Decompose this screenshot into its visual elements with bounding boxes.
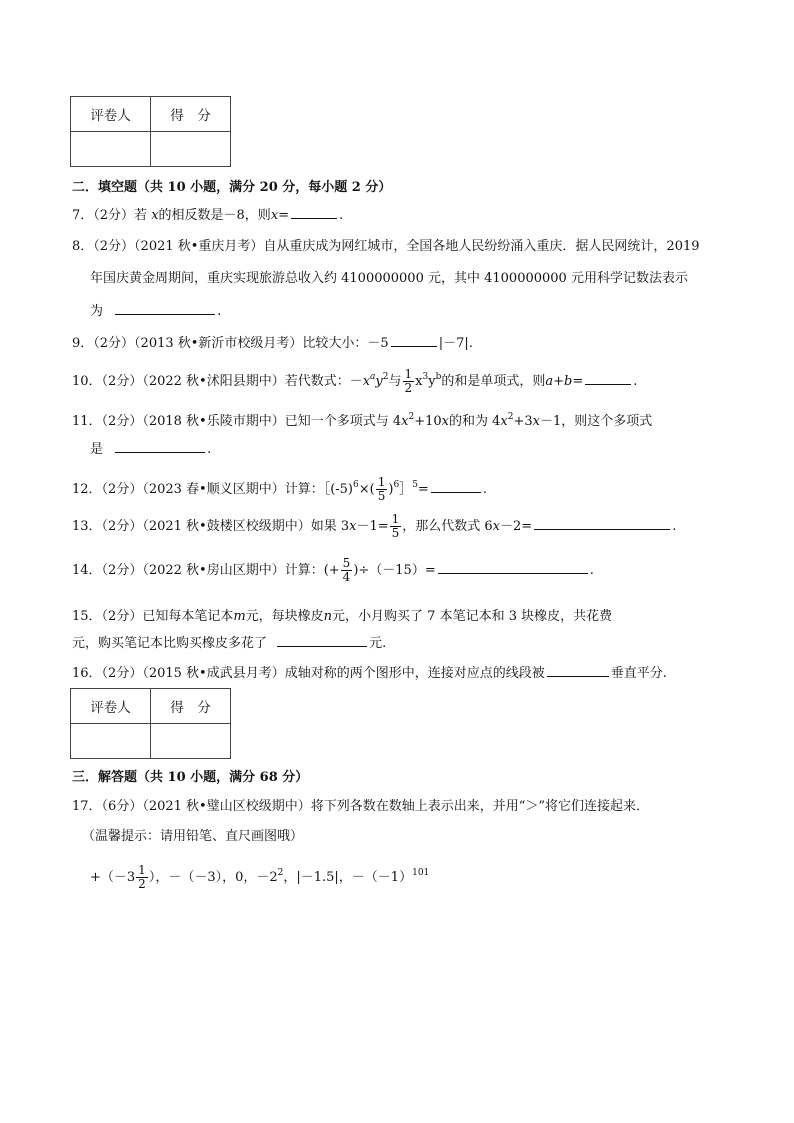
q12-eq: = — [417, 482, 429, 497]
q14-mid: )÷（－15）= — [353, 563, 436, 578]
reviewer-header: 评卷人 — [71, 97, 151, 132]
q17-expr-mid: ），－（－3），0，－2 — [148, 870, 278, 885]
q9-text: 9．（2分）（2013 秋•新沂市校级月考）比较大小：－5 — [72, 336, 389, 351]
q13-mid: －1= — [356, 519, 389, 534]
q15-prefix: 15．（2分）已知每本笔记本 — [72, 609, 234, 624]
q12-close: ) — [388, 482, 394, 497]
q17-expr-prefix: +（－3 — [90, 870, 136, 885]
q17-frac-den: 2 — [138, 877, 146, 891]
score-header: 得 分 — [151, 97, 231, 132]
question-15-line2 — [72, 632, 386, 655]
q15-end: 元. — [369, 636, 387, 651]
q9-end: |－7|. — [438, 336, 473, 351]
q13-x2: x — [492, 519, 501, 534]
q12-prefix: 12．（2分）（2023 春•顺义区期中）计算：［(-5) — [72, 482, 354, 497]
q11-x1: x — [401, 414, 409, 429]
reviewer-cell-2[interactable] — [71, 724, 151, 759]
question-17-hint: （温馨提示：请用铅笔、直尺画图哦） — [82, 829, 304, 844]
q11-end: . — [207, 442, 212, 457]
q12-fraction — [376, 476, 388, 503]
q7-var: x — [151, 208, 159, 223]
q13-fraction — [390, 513, 402, 540]
score-table-2 — [70, 688, 231, 759]
section-3-heading: 三．解答题（共 10 小题，满分 68 分） — [72, 770, 309, 785]
question-11-line2 — [90, 438, 211, 461]
q10-exp-2: 2 — [382, 372, 389, 382]
q13-answer-blank[interactable] — [534, 515, 670, 530]
reviewer-cell[interactable] — [71, 132, 151, 167]
q11-plus3: +3 — [513, 414, 533, 429]
q13-frac-den: 5 — [391, 526, 400, 540]
q12-frac-den: 5 — [377, 489, 386, 503]
q10-frac-den: 2 — [404, 381, 413, 395]
question-17-line1: 17．（6分）（2021 秋•璧山区校级期中）将下列各数在数轴上表示出来，并用“＞”将它们连接起来． — [72, 799, 649, 814]
q7-eq: = — [278, 208, 290, 223]
q11-x4: x — [532, 414, 540, 429]
q10-eq: = — [572, 374, 584, 389]
q10-exp-b: b — [435, 372, 442, 382]
q16-answer-blank[interactable] — [547, 662, 609, 677]
q14-end: . — [589, 563, 594, 578]
question-8-line2: 年国庆黄金周期间，重庆实现旅游总收入约 4100000000 元，其中 4100000000 元用科学记数法表示 — [90, 271, 688, 286]
q17-frac-num: 1 — [138, 863, 146, 877]
question-16 — [72, 662, 667, 685]
q10-y: y — [375, 374, 383, 389]
q13-x: x — [349, 519, 357, 534]
question-14 — [72, 556, 594, 586]
q10-answer-blank[interactable] — [585, 370, 631, 385]
q16-text: 16．（2分）（2015 秋•成武县月考）成轴对称的两个图形中，连接对应点的线段被 — [72, 666, 545, 681]
q7-prefix: 7．（2分）若 — [72, 208, 148, 223]
q13-prefix: 13．（2分）（2021 秋•鼓楼区校级期中）如果 3 — [72, 519, 350, 534]
q9-answer-blank[interactable] — [391, 332, 437, 347]
q17-expr-mid2: ，|－1.5|，－（－1） — [283, 870, 413, 885]
q17-fraction — [136, 864, 148, 891]
q10-y2: y — [428, 374, 436, 389]
score-header-2: 得 分 — [151, 689, 231, 724]
q10-exp-3: 3 — [422, 372, 429, 382]
q10-mid: 与 — [388, 374, 402, 389]
q15-n: n — [323, 609, 333, 624]
question-7 — [72, 204, 343, 227]
score-table-1 — [70, 96, 231, 167]
q11-exp1: 2 — [408, 412, 415, 422]
q10-exp-a: a — [370, 372, 376, 382]
section-2-heading: 二．填空题（共 10 小题，满分 20 分，每小题 2 分） — [72, 180, 392, 195]
q8-end: . — [217, 304, 222, 319]
score-cell-2[interactable] — [151, 724, 231, 759]
q13-mid2: ，那么代数式 6 — [402, 519, 493, 534]
q12-answer-blank[interactable] — [431, 478, 481, 493]
q10-ab: a+b — [545, 374, 573, 389]
q10-frac-num: 1 — [404, 367, 413, 381]
q13-frac-num: 1 — [391, 512, 400, 526]
question-17-expression — [90, 856, 429, 895]
q15-m: m — [233, 609, 246, 624]
q16-end: 垂直平分. — [610, 666, 667, 681]
q11-exp2: 2 — [507, 412, 514, 422]
question-8-line1: 8．（2分）（2021 秋•重庆月考）自从重庆成为网红城市，全国各地人民纷纷涌入重庆．据人民网统计，2019 — [72, 239, 700, 254]
q11-x2: x — [441, 414, 449, 429]
q11-plus10: +10 — [414, 414, 442, 429]
question-15-line1 — [72, 606, 612, 628]
q15-mid2: 元，小月购买了 7 本笔记本和 3 块橡皮，共花费 — [332, 609, 613, 624]
q7-end: . — [339, 208, 344, 223]
q11-mid8: －1，则这个多项式 — [539, 414, 653, 429]
question-13 — [72, 512, 676, 542]
q10-prefix: 10．（2分）（2022 秋•沭阳县期中）若代数式：－ — [72, 374, 363, 389]
q11-line2-text: 是 — [90, 442, 104, 457]
q13-mid3: －2= — [500, 519, 533, 534]
q15-line2-text: 元，购买笔记本比购买橡皮多花了 — [72, 636, 268, 651]
q12-exp1: 6 — [353, 480, 359, 490]
q13-end: . — [672, 519, 677, 534]
q14-prefix: 14．（2分）（2022 秋•房山区期中）计算：(+ — [72, 563, 340, 578]
q8-line3-text: 为 — [90, 304, 104, 319]
q7-var2: x — [270, 208, 279, 223]
q8-answer-blank[interactable] — [115, 300, 215, 315]
q10-x: x — [362, 374, 371, 389]
q12-end: . — [482, 482, 487, 497]
q17-exp: 2 — [277, 868, 284, 878]
q12-bracket: ］ — [399, 482, 413, 497]
q14-frac-num: 5 — [342, 556, 351, 570]
question-9 — [72, 332, 473, 355]
q11-mid4: 的和为 4 — [448, 414, 501, 429]
q11-answer-blank[interactable] — [115, 438, 205, 453]
q11-x3: x — [500, 414, 508, 429]
q14-answer-blank[interactable] — [438, 559, 588, 574]
q11-prefix: 11．（2分）（2018 秋•乐陵市期中）已知一个多项式与 4 — [72, 414, 402, 429]
q14-frac-den: 4 — [342, 570, 351, 584]
q10-x2: x — [415, 374, 423, 389]
q12-exp2: 6 — [393, 480, 400, 490]
q15-mid1: 元，每块橡皮 — [245, 609, 324, 624]
q7-answer-blank[interactable] — [291, 204, 337, 219]
question-8-line3 — [90, 300, 221, 323]
question-11-line1 — [72, 406, 652, 433]
q12-exp3: 5 — [412, 480, 418, 490]
q7-mid: 的相反数是－8，则 — [158, 208, 271, 223]
q10-end: . — [633, 374, 638, 389]
q10-fraction — [403, 368, 415, 395]
q10-mid2: 的和是单项式，则 — [441, 374, 546, 389]
question-12 — [72, 470, 487, 505]
reviewer-header-2: 评卷人 — [71, 689, 151, 724]
score-cell[interactable] — [151, 132, 231, 167]
question-10 — [72, 362, 637, 397]
q14-fraction — [341, 557, 353, 584]
q12-frac-num: 1 — [377, 475, 386, 489]
q15-answer-blank[interactable] — [277, 632, 367, 647]
q17-exp2: 101 — [412, 868, 430, 878]
q12-times: ×( — [358, 482, 375, 497]
